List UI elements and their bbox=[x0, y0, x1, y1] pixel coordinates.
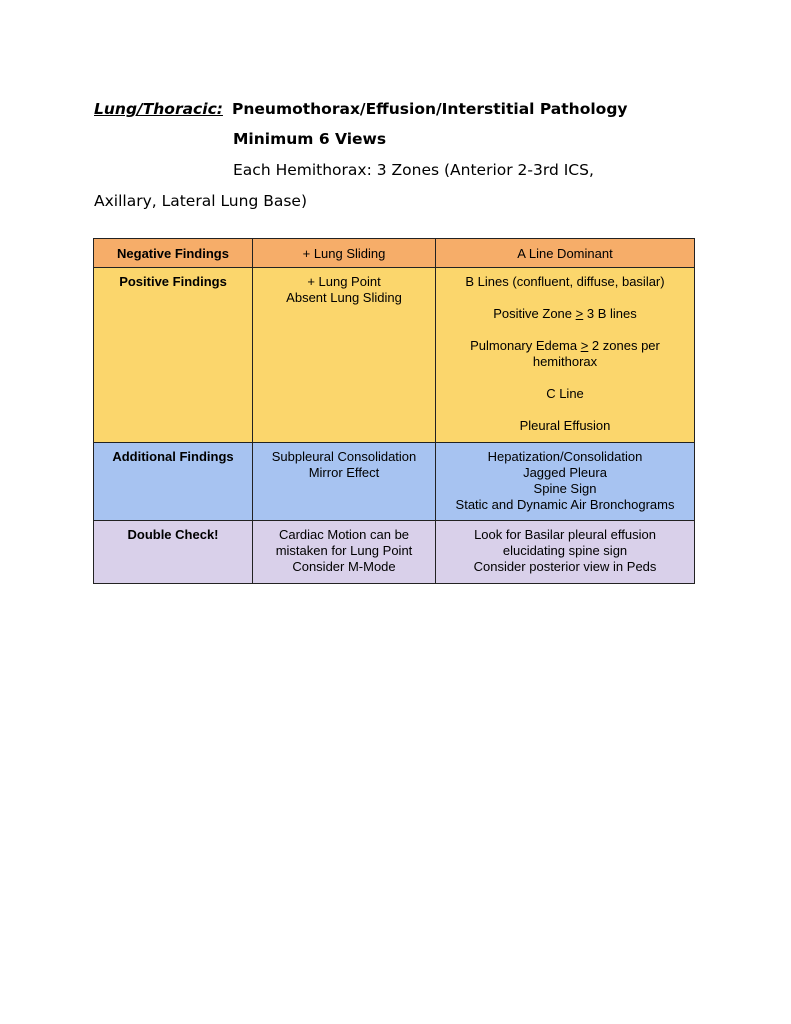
row-label-additional: Additional Findings bbox=[94, 443, 253, 521]
c-line-text: C Line bbox=[546, 386, 584, 401]
double-check-col3 bbox=[436, 521, 695, 584]
header-title-line bbox=[94, 96, 734, 122]
ge-symbol: > bbox=[575, 306, 584, 321]
cell-line: Absent Lung Sliding bbox=[286, 290, 402, 305]
page-title: Pneumothorax/Effusion/Interstitial Pathology bbox=[232, 100, 628, 118]
cell-line: Consider posterior view in Peds bbox=[473, 559, 657, 574]
positive-col3 bbox=[436, 268, 695, 443]
zones-text-line2: Axillary, Lateral Lung Base) bbox=[94, 192, 308, 210]
table-row-additional bbox=[94, 443, 695, 521]
findings-table bbox=[93, 238, 695, 584]
cell-line: Cardiac Motion can be bbox=[278, 527, 410, 542]
additional-col2 bbox=[253, 443, 436, 521]
cell-line: Subpleural Consolidation bbox=[271, 449, 417, 464]
zone-suffix: 3 B lines bbox=[586, 306, 637, 321]
cell-line: Mirror Effect bbox=[308, 465, 380, 480]
zones-text-line1: Each Hemithorax: 3 Zones (Anterior 2-3rd ICS, bbox=[233, 161, 594, 179]
document-header bbox=[94, 96, 734, 214]
zone-prefix: Positive Zone bbox=[493, 306, 573, 321]
cell-line: Spine Sign bbox=[533, 481, 597, 496]
cell-line: Look for Basilar pleural effusion bbox=[474, 527, 656, 542]
pleural-effusion-text: Pleural Effusion bbox=[519, 418, 611, 433]
edema-suffix: 2 zones per bbox=[591, 338, 660, 353]
pulmonary-edema-line2: hemithorax bbox=[532, 354, 598, 369]
positive-col2 bbox=[253, 268, 436, 443]
table-row-positive bbox=[94, 268, 695, 443]
edema-prefix: Pulmonary Edema bbox=[470, 338, 578, 353]
b-lines-text: B Lines (confluent, diffuse, basilar) bbox=[465, 274, 665, 289]
row-label-negative: Negative Findings bbox=[94, 239, 253, 268]
row-label-positive: Positive Findings bbox=[94, 268, 253, 443]
table-row-double-check bbox=[94, 521, 695, 584]
table-row-negative bbox=[94, 239, 695, 268]
cell-line: Static and Dynamic Air Bronchograms bbox=[455, 497, 675, 512]
cell-line: Jagged Pleura bbox=[523, 465, 607, 480]
pulmonary-edema-text bbox=[442, 338, 688, 354]
negative-col2: + Lung Sliding bbox=[253, 239, 436, 268]
page-subtitle: Minimum 6 Views bbox=[233, 130, 387, 148]
double-check-col2 bbox=[253, 521, 436, 584]
cell-line: Consider M-Mode bbox=[292, 559, 396, 574]
positive-zone-text bbox=[442, 306, 688, 322]
section-label: Lung/Thoracic: bbox=[94, 100, 223, 118]
additional-col3 bbox=[436, 443, 695, 521]
negative-col3: A Line Dominant bbox=[436, 239, 695, 268]
cell-line: + Lung Point bbox=[307, 274, 381, 289]
cell-line: elucidating spine sign bbox=[502, 543, 628, 558]
row-label-double-check: Double Check! bbox=[94, 521, 253, 584]
cell-line: Hepatization/Consolidation bbox=[487, 449, 643, 464]
cell-line: mistaken for Lung Point bbox=[275, 543, 413, 558]
ge-symbol: > bbox=[580, 338, 589, 353]
